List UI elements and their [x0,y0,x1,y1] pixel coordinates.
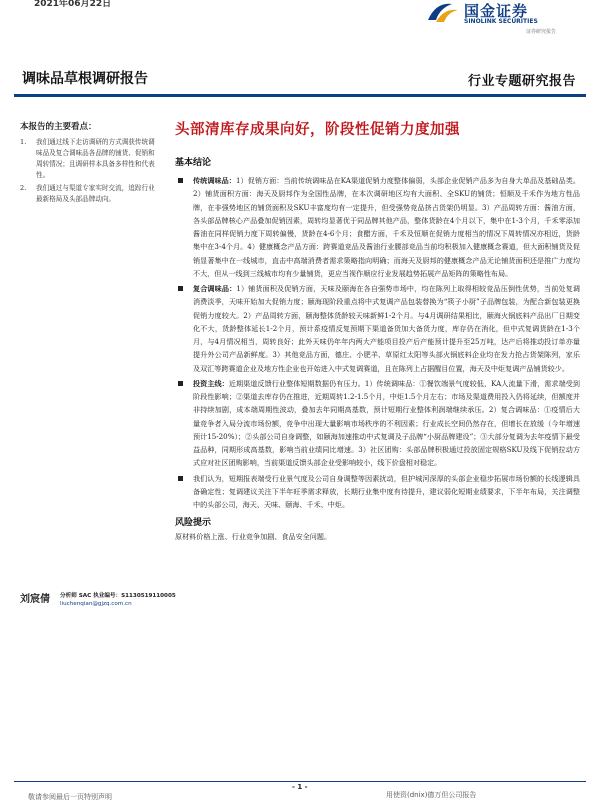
sidebar-heading: 本报告的主要看点： [20,122,97,132]
sinolink-logo-icon [426,0,460,26]
analyst-email[interactable]: liuchenqian@gjzq.com.cn [60,601,132,607]
header-divider [14,94,586,97]
bullet-square-icon [178,381,183,386]
bullet-compound-seasoning [175,282,580,375]
bullet-text: 我们认为，短期报表端受行业景气度及公司自身调整等因素扰动，但护城河深厚的头部企业稳步拓展市场份额的长线逻辑具备确定性；复调建议关注下半年旺季需求释放，长期行业集中度有待提升，建议弱化短期业绩要求，下半年布局，关注调整中的头部公司，海天、天味、颐海、千禾、中炬。 [193,473,580,509]
footer-disclaimer: 敬请参阅最后一页特别声明 [28,793,112,800]
page-number: - 1 - [292,783,308,791]
bullet-label: 复合调味品： [193,284,237,293]
bullet-square-icon [178,178,183,183]
conclusion-heading: 基本结论 [175,158,212,168]
analyst-name: 刘宸倩 [20,594,50,605]
bullet-investment-theme [175,377,580,470]
report-date: 2021年06月22日 [34,0,112,9]
document-type: 调味品草根调研报告 [22,71,148,87]
risk-heading: 风险提示 [175,518,212,529]
sidebar-item-number: 1. [20,138,27,146]
logo-subtitle: 证券研究报告 [526,29,557,35]
main-content [175,118,580,543]
sidebar-item-text: 我们通过线下走访调研的方式调获传统调味品及复合调味品各品牌的铺货、促销和周转情况；且调研样本具备多样性和代表性。 [36,138,155,179]
bullet-view [175,472,580,512]
report-series: 行业专题研究报告 [467,74,576,89]
logo-english-name: SINOLINK SECURITIES [464,18,538,25]
footer-divider [14,781,586,782]
bullet-text: 1）铺货面积及促销方面，天味及颐海在各自强势市场中，均在陈列上取得相较竞品压倒性优势，当前处复调消费淡季，天味开始加大促销力度；颐海现阶段重点将中式复调产品包装替换为“筷子小厨”子品牌包装，为配合新包装更换促销力度较大。2）产品周转方面，颐海整体货龄较天味新鲜1-2个月。与4月调研结果相比，颐海火锅底料产品出厂日期变化不大，货龄整体延长1-2个月，预计系疫情反复预期下渠道备货加大备货力度，库存仍在消化，但中式复调货龄在1-3个月，与4月情况相当，周转良好；此外天味仍年年内两大产能项目投产后产能预计提升至25万吨，达产后将推动投订单亦量提升外公司产品新鲜度。3）其他竞品方面，德庄、小肥羊、草原红太阳等头部火锅底料企业均在发力抢占货架陈列，家乐及双汇等跨赛道企业及地方性企业也开始进入中式复调赛道，且在陈列上占据醒目位置，海天及中炬复调产品铺货较少。 [193,284,581,373]
bullet-square-icon [178,286,183,291]
bullet-label: 传统调味品： [193,176,236,185]
sinolink-logo [426,0,576,36]
footer-source: 用使资(dnix)德万但公司报告 [386,791,477,799]
report-title: 头部清库存成果向好，阶段性促销力度加强 [175,121,460,138]
sidebar-item [20,137,160,181]
bullet-traditional-seasoning [175,174,580,280]
sidebar-highlights [20,120,160,207]
sidebar-item-text: 我们通过与渠道专家实时交流，追踪行业最新格局及头部品牌动向。 [36,184,155,203]
sidebar-item [20,183,160,205]
logo-chinese-name: 国金证券 [464,2,529,20]
analyst-license: 分析师 SAC 执业编号：S1130519110005 [60,593,176,599]
bullet-square-icon [178,476,183,481]
sidebar-item-number: 2. [20,184,27,192]
bullet-text: 1）促销方面：当前传统调味品在KA渠道促销力度整体偏弱，头部企业促销产品多为自身大单品及基础品类。2）铺货面积方面：海天及厨邦作为全国性品牌，在本次调研地区均有大面积、全SKU的铺货；恒顺及千禾作为地方性品牌，在非强势地区的铺货面积及SKU丰富度均有一定提升，但受强势竞品挤占货架仍明显。3）产品周转方面：酱油方面，各头部品牌核心产品叠加促销因素，周转均显著优于同品牌其他产品，整体货龄在4个月以下，集中在1-3个月，千禾零添加酱油在同样促销力度下周转偏慢，货龄在4-6个月；食醋方面，千禾及恒顺在促销力度相当的情况下周转情况亦相近，货龄集中在3-4个月。4）健康概念产品方面：跨赛道竞品及酱油行业腰部竞品当前均积极加入健康概念赛道，但大面积铺货及促销显著集中在一线城市，直击中高端消费者需求策略指向明确；而海天及厨邦的健康概念产品无论铺货面积还是推广力度均不大，但从一线到三线城市均有少量铺货，更应当视作顺应行业发展趋势拓展产品矩阵的策略性布局。 [193,176,581,278]
bullet-label: 投资主线： [193,378,229,388]
risk-text: 原材料价格上涨、行业竞争加剧、食品安全问题。 [175,532,332,542]
bullet-text: 近期渠道反馈行业整体短期数据仍有压力。1）传统调味品：①餐饮端景气度较低，KA人流量下滑，需求端受到阶段性影响；②渠道去库存仍在推进，近期周转1.2-1.5个月，中炬1.5个月左右；市场及渠道费用投入仍将延续，但额度并非持续加剧，成本端周期性波动，叠加去年同期高基数，预计短期行业整体利润端继续承压。2）复合调味品：①疫情后大量竞争者入局分流市场份额，竞争中出现大量影响市场秩序的不利因素；行业成长空间仍然存在，但增长在放缓（今年增速预计15-20%）；②头部公司自身调整，如颐海加速推动中式复调及子品牌“小厨品牌建设”；③大部分复调为去年疫情下最受益品种，同期形成高基数，影响当前业绩同比增速。3）社区团购：头部品牌积极通过投放固定规格SKU及线下促销拉动方式应对社区团购影响，当前渠道反馈头部企业受影响较小，线下价盘相对稳定。 [193,378,580,468]
